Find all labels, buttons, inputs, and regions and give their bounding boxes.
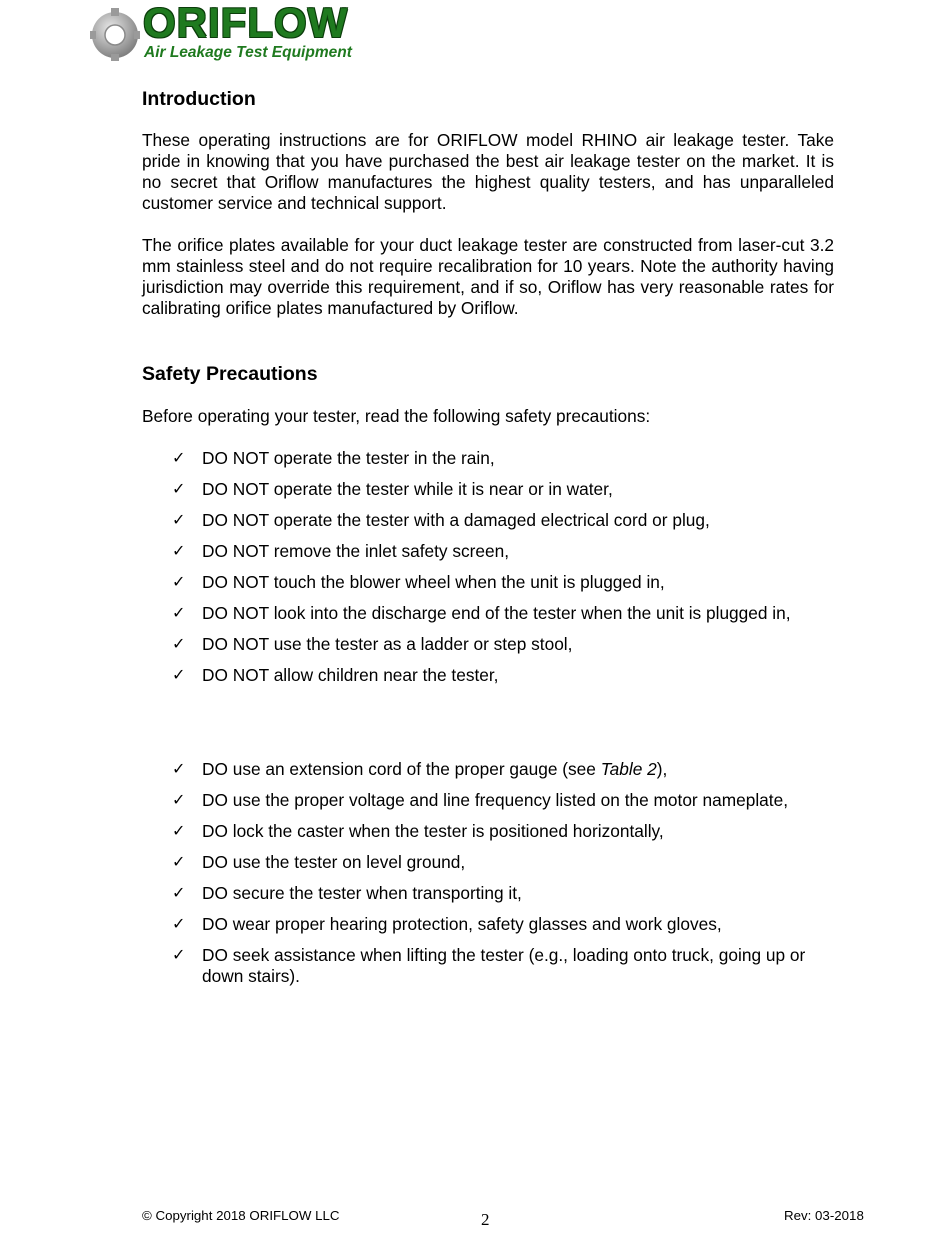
page-number: 2	[481, 1210, 490, 1229]
list-item: ✓ DO NOT operate the tester while it is near or in water,	[172, 478, 613, 499]
safety-heading: Safety Precautions	[142, 363, 318, 386]
page-content	[142, 86, 834, 997]
introduction-heading: Introduction	[142, 88, 256, 110]
safety-lead: Before operating your tester, read the following safety precautions:	[142, 405, 651, 426]
introduction-paragraph: The orifice plates available for your duct leakage tester are constructed from laser-cut 3.2 mm stainless steel and do not require recalibration for 10 years. Note the authority having jurisdiction may override this requirement, and if so, Oriflow has very reasonable rates for calibrating orifice plates manufactured by Oriflow.	[142, 235, 834, 319]
check-icon: ✓	[172, 635, 186, 653]
list-item: ✓ DO NOT look into the discharge end of the tester when the unit is plugged in,	[172, 602, 791, 623]
introduction-paragraph: These operating instructions are for ORIFLOW model RHINO air leakage tester. Take pride in knowing that you have purchased the best air leakage tester on the market. It is no secret that Oriflow manufactures the highest quality testers, and has unparalleled customer service and technical support.	[142, 130, 834, 214]
check-icon: ✓	[172, 511, 186, 529]
check-icon: ✓	[172, 542, 186, 560]
brand-name: ORIFLOW	[143, 0, 349, 46]
list-item: ✓ DO NOT operate the tester in the rain,	[172, 447, 495, 468]
list-item: ✓ DO NOT touch the blower wheel when the unit is plugged in,	[172, 571, 665, 592]
check-icon: ✓	[172, 604, 186, 622]
check-icon: ✓	[172, 884, 186, 902]
footer-revision: Rev: 03-2018	[784, 1208, 864, 1223]
table-reference: Table 2	[600, 758, 657, 779]
list-item: ✓ DO NOT operate the tester with a damaged electrical cord or plug,	[172, 509, 710, 530]
check-icon: ✓	[172, 853, 186, 871]
list-item: ✓ DO use the tester on level ground,	[172, 851, 466, 872]
logo	[90, 0, 380, 67]
footer-copyright: © Copyright 2018 ORIFLOW LLC	[142, 1208, 340, 1223]
gear-icon	[90, 5, 140, 61]
check-icon: ✓	[172, 573, 186, 591]
check-icon: ✓	[172, 760, 186, 778]
list-item: ✓ DO seek assistance when lifting the tester (e.g., loading onto truck, going up or down stairs).	[172, 944, 806, 986]
check-icon: ✓	[172, 480, 186, 498]
check-icon: ✓	[172, 791, 186, 809]
check-icon: ✓	[172, 666, 186, 684]
check-icon: ✓	[172, 946, 186, 964]
check-icon: ✓	[172, 822, 186, 840]
list-item: ✓ DO NOT remove the inlet safety screen,	[172, 540, 510, 561]
list-item: ✓ DO NOT use the tester as a ladder or step stool,	[172, 633, 573, 654]
list-item: ✓ DO secure the tester when transporting it,	[172, 882, 522, 903]
list-item: ✓ DO lock the caster when the tester is positioned horizontally,	[172, 820, 664, 841]
do-not-list	[142, 448, 834, 686]
do-list	[142, 759, 834, 987]
list-item: ✓ DO wear proper hearing protection, safety glasses and work gloves,	[172, 913, 722, 934]
check-icon: ✓	[172, 449, 186, 467]
list-item: ✓ DO use an extension cord of the proper gauge (see Table 2),	[172, 758, 668, 779]
list-item: ✓ DO use the proper voltage and line frequency listed on the motor nameplate,	[172, 789, 788, 810]
list-item: ✓ DO NOT allow children near the tester,	[172, 664, 499, 685]
check-icon: ✓	[172, 915, 186, 933]
brand-tagline: Air Leakage Test Equipment	[144, 44, 352, 61]
